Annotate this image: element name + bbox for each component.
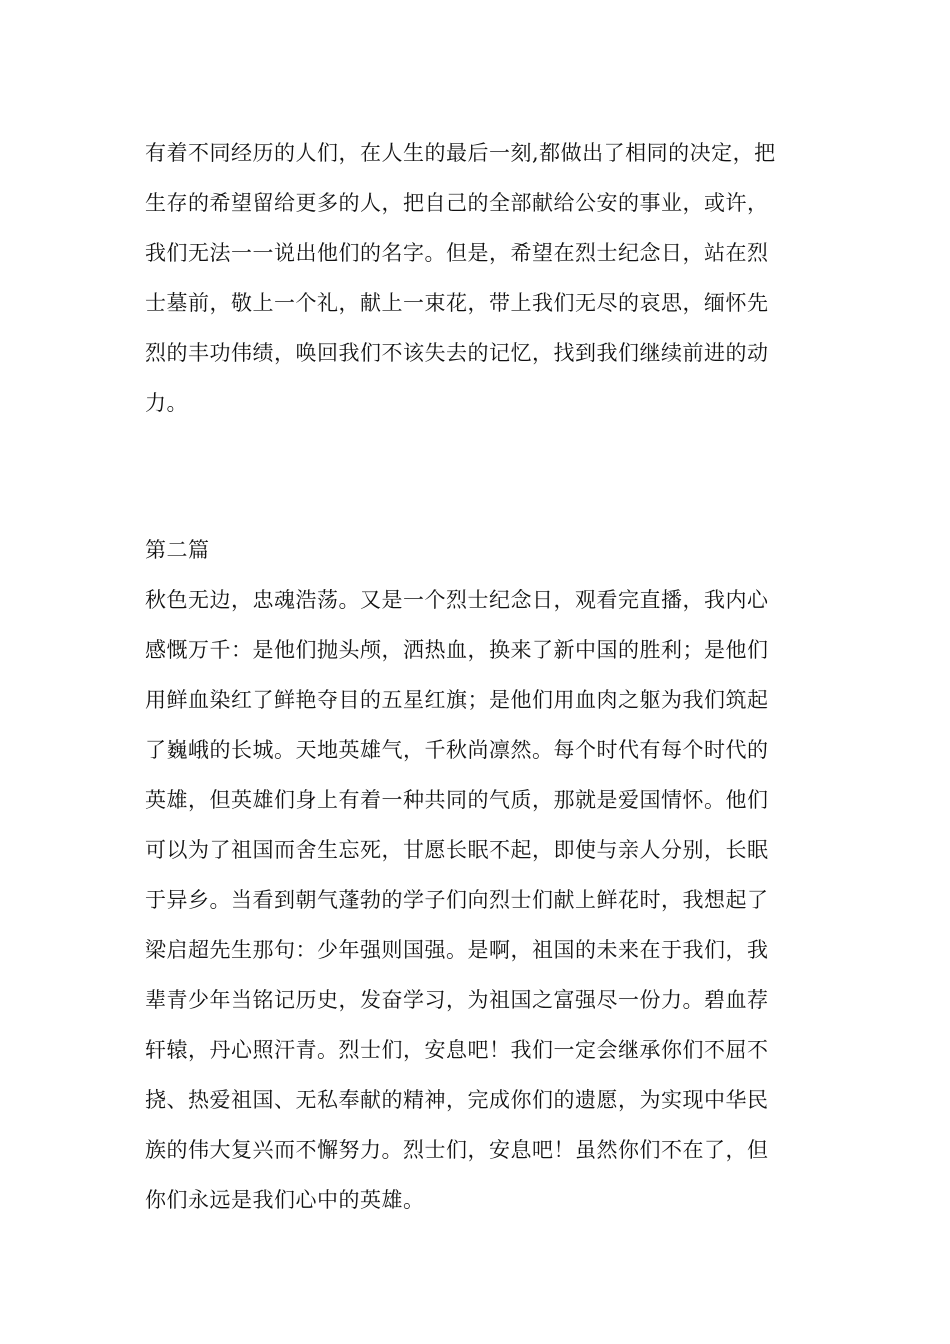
paragraph-line: 于异乡。当看到朝气蓬勃的学子们向烈士们献上鲜花时，我想起了 xyxy=(145,888,769,912)
paragraph-line: 可以为了祖国而舍生忘死，甘愿长眠不起，即使与亲人分别，长眠 xyxy=(145,838,769,862)
paragraph-line: 轩辕，丹心照汗青。烈士们，安息吧！我们一定会继承你们不屈不 xyxy=(145,1038,769,1062)
paragraph-line: 生存的希望留给更多的人，把自己的全部献给公安的事业，或许， xyxy=(145,191,769,215)
paragraph-line: 你们永远是我们心中的英雄。 xyxy=(145,1188,425,1212)
paragraph-line: 秋色无边，忠魂浩荡。又是一个烈士纪念日，观看完直播，我内心 xyxy=(145,588,769,612)
paragraph-line: 辈青少年当铭记历史，发奋学习，为祖国之富强尽一份力。碧血荐 xyxy=(145,988,769,1012)
paragraph-line: 有着不同经历的人们，在人生的最后一刻,都做出了相同的决定，把 xyxy=(145,141,776,165)
paragraph-line: 梁启超先生那句：少年强则国强。是啊，祖国的未来在于我们，我 xyxy=(145,938,769,962)
paragraph-line: 族的伟大复兴而不懈努力。烈士们，安息吧！虽然你们不在了，但 xyxy=(145,1138,769,1162)
paragraph-line: 英雄，但英雄们身上有着一种共同的气质，那就是爱国情怀。他们 xyxy=(145,788,769,812)
paragraph-line: 士墓前，敬上一个礼，献上一束花，带上我们无尽的哀思，缅怀先 xyxy=(145,291,769,315)
paragraph-line: 力。 xyxy=(145,391,188,415)
paragraph-line: 了巍峨的长城。天地英雄气，千秋尚凛然。每个时代有每个时代的 xyxy=(145,738,769,762)
paragraph-line: 烈的丰功伟绩，唤回我们不该失去的记忆，找到我们继续前进的动 xyxy=(145,341,769,365)
paragraph-line: 用鲜血染红了鲜艳夺目的五星红旗；是他们用血肉之躯为我们筑起 xyxy=(145,688,769,712)
paragraph-line: 我们无法一一说出他们的名字。但是，希望在烈士纪念日，站在烈 xyxy=(145,241,769,265)
paragraph-line: 感慨万千：是他们抛头颅，洒热血，换来了新中国的胜利；是他们 xyxy=(145,638,769,662)
paragraph-line: 挠、热爱祖国、无私奉献的精神，完成你们的遗愿，为实现中华民 xyxy=(145,1088,769,1112)
section-heading: 第二篇 xyxy=(145,538,210,562)
